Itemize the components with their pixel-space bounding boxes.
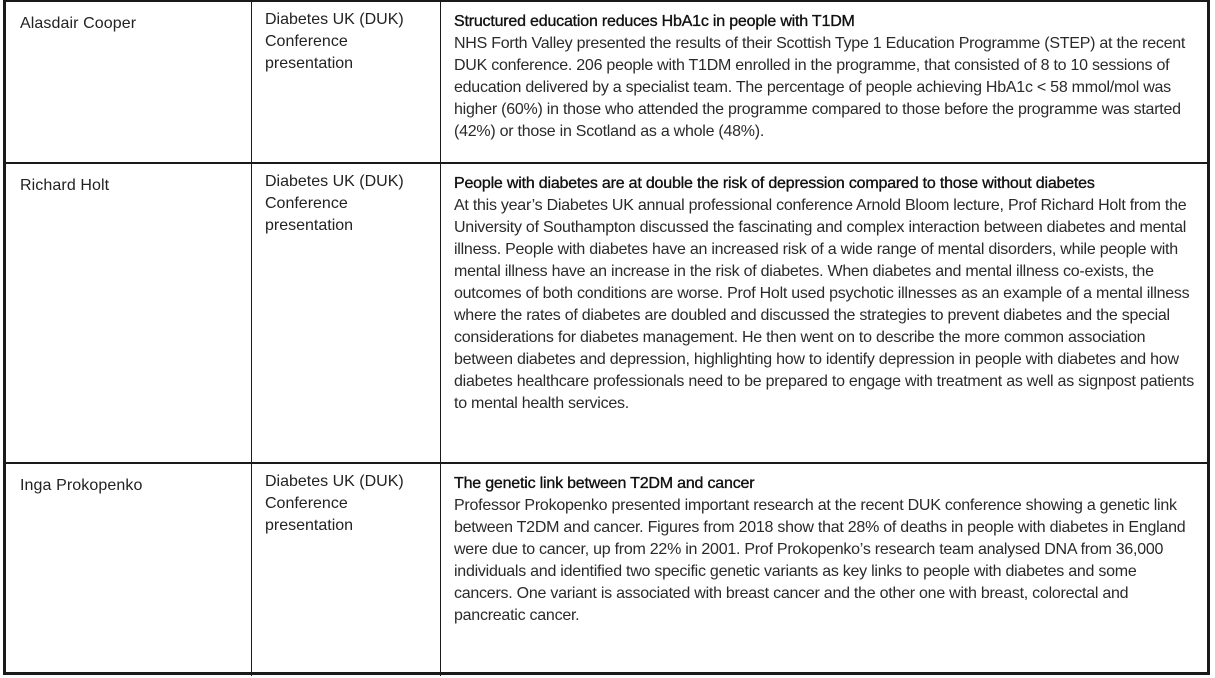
author-name: Alasdair Cooper	[20, 15, 137, 32]
research-summary-table	[6, 0, 1207, 676]
summary-body: Professor Prokopenko presented important research at the recent DUK conference showing a genetic link between T2DM and cancer. Figures from 2018 show that 28% of deaths in people with diabetes in England were due to cancer, up from 22% in 2001. Prof Prokopenko’s research team analysed DNA from 36,000 individuals and identified two specific genetic variants as key links to people with diabetes and some cancers. One variant is associated with breast cancer and the other one with breast, colorectal and pancreatic cancer.	[454, 497, 1186, 624]
source-line: presentation	[265, 517, 354, 534]
source-line: Diabetes UK (DUK)	[265, 11, 404, 28]
source-line: Diabetes UK (DUK)	[265, 473, 404, 490]
summary-body: At this year’s Diabetes UK annual professional conference Arnold Bloom lecture, Prof Richard Holt from the University of Southampton discussed the fascinating and complex interaction between diabetes and mental illness. People with diabetes have an increased risk of a wide range of mental disorders, while people with mental illness have an increase in the risk of diabetes. When diabetes and mental illness co-exists, the outcomes of both conditions are worse. Prof Holt used psychotic illnesses as an example of a mental illness where the rates of diabetes are doubled and discussed the strategies to prevent diabetes and the special considerations for diabetes management. He then went on to describe the more common association between diabetes and depression, highlighting how to identify depression in people with diabetes and how diabetes healthcare professionals need to be prepared to engage with treatment as well as signpost patients to mental health services.	[454, 197, 1194, 412]
document-table-frame	[3, 0, 1210, 675]
source-line: Conference	[265, 195, 348, 212]
summary-cell	[441, 163, 1208, 463]
summary-cell	[441, 1, 1208, 163]
summary-body: NHS Forth Valley presented the results of their Scottish Type 1 Education Programme (STEP) at the recent DUK conference. 206 people with T1DM enrolled in the programme, that consisted of 8 to 10 sessions of education delivered by a specialist team. The percentage of people achieving HbA1c < 58 mmol/mol was higher (60%) in those who attended the programme compared to those before the programme was started (42%) or those in Scotland as a whole (48%).	[454, 35, 1186, 140]
author-cell	[6, 463, 252, 676]
author-name: Inga Prokopenko	[20, 477, 143, 494]
author-cell	[6, 163, 252, 463]
table-row	[6, 463, 1207, 676]
author-cell	[6, 1, 252, 163]
source-line: Conference	[265, 495, 348, 512]
summary-title: Structured education reduces HbA1c in people with T1DM	[454, 13, 855, 30]
summary-title: People with diabetes are at double the risk of depression compared to those without diabetes	[454, 175, 1095, 192]
source-line: Diabetes UK (DUK)	[265, 173, 404, 190]
summary-cell	[441, 463, 1208, 676]
summary-title: The genetic link between T2DM and cancer	[454, 475, 755, 492]
table-row	[6, 1, 1207, 163]
source-line: presentation	[265, 217, 354, 234]
source-cell	[252, 1, 441, 163]
table-row	[6, 163, 1207, 463]
source-line: presentation	[265, 55, 354, 72]
source-cell	[252, 163, 441, 463]
source-cell	[252, 463, 441, 676]
source-line: Conference	[265, 33, 348, 50]
author-name: Richard Holt	[20, 177, 110, 194]
